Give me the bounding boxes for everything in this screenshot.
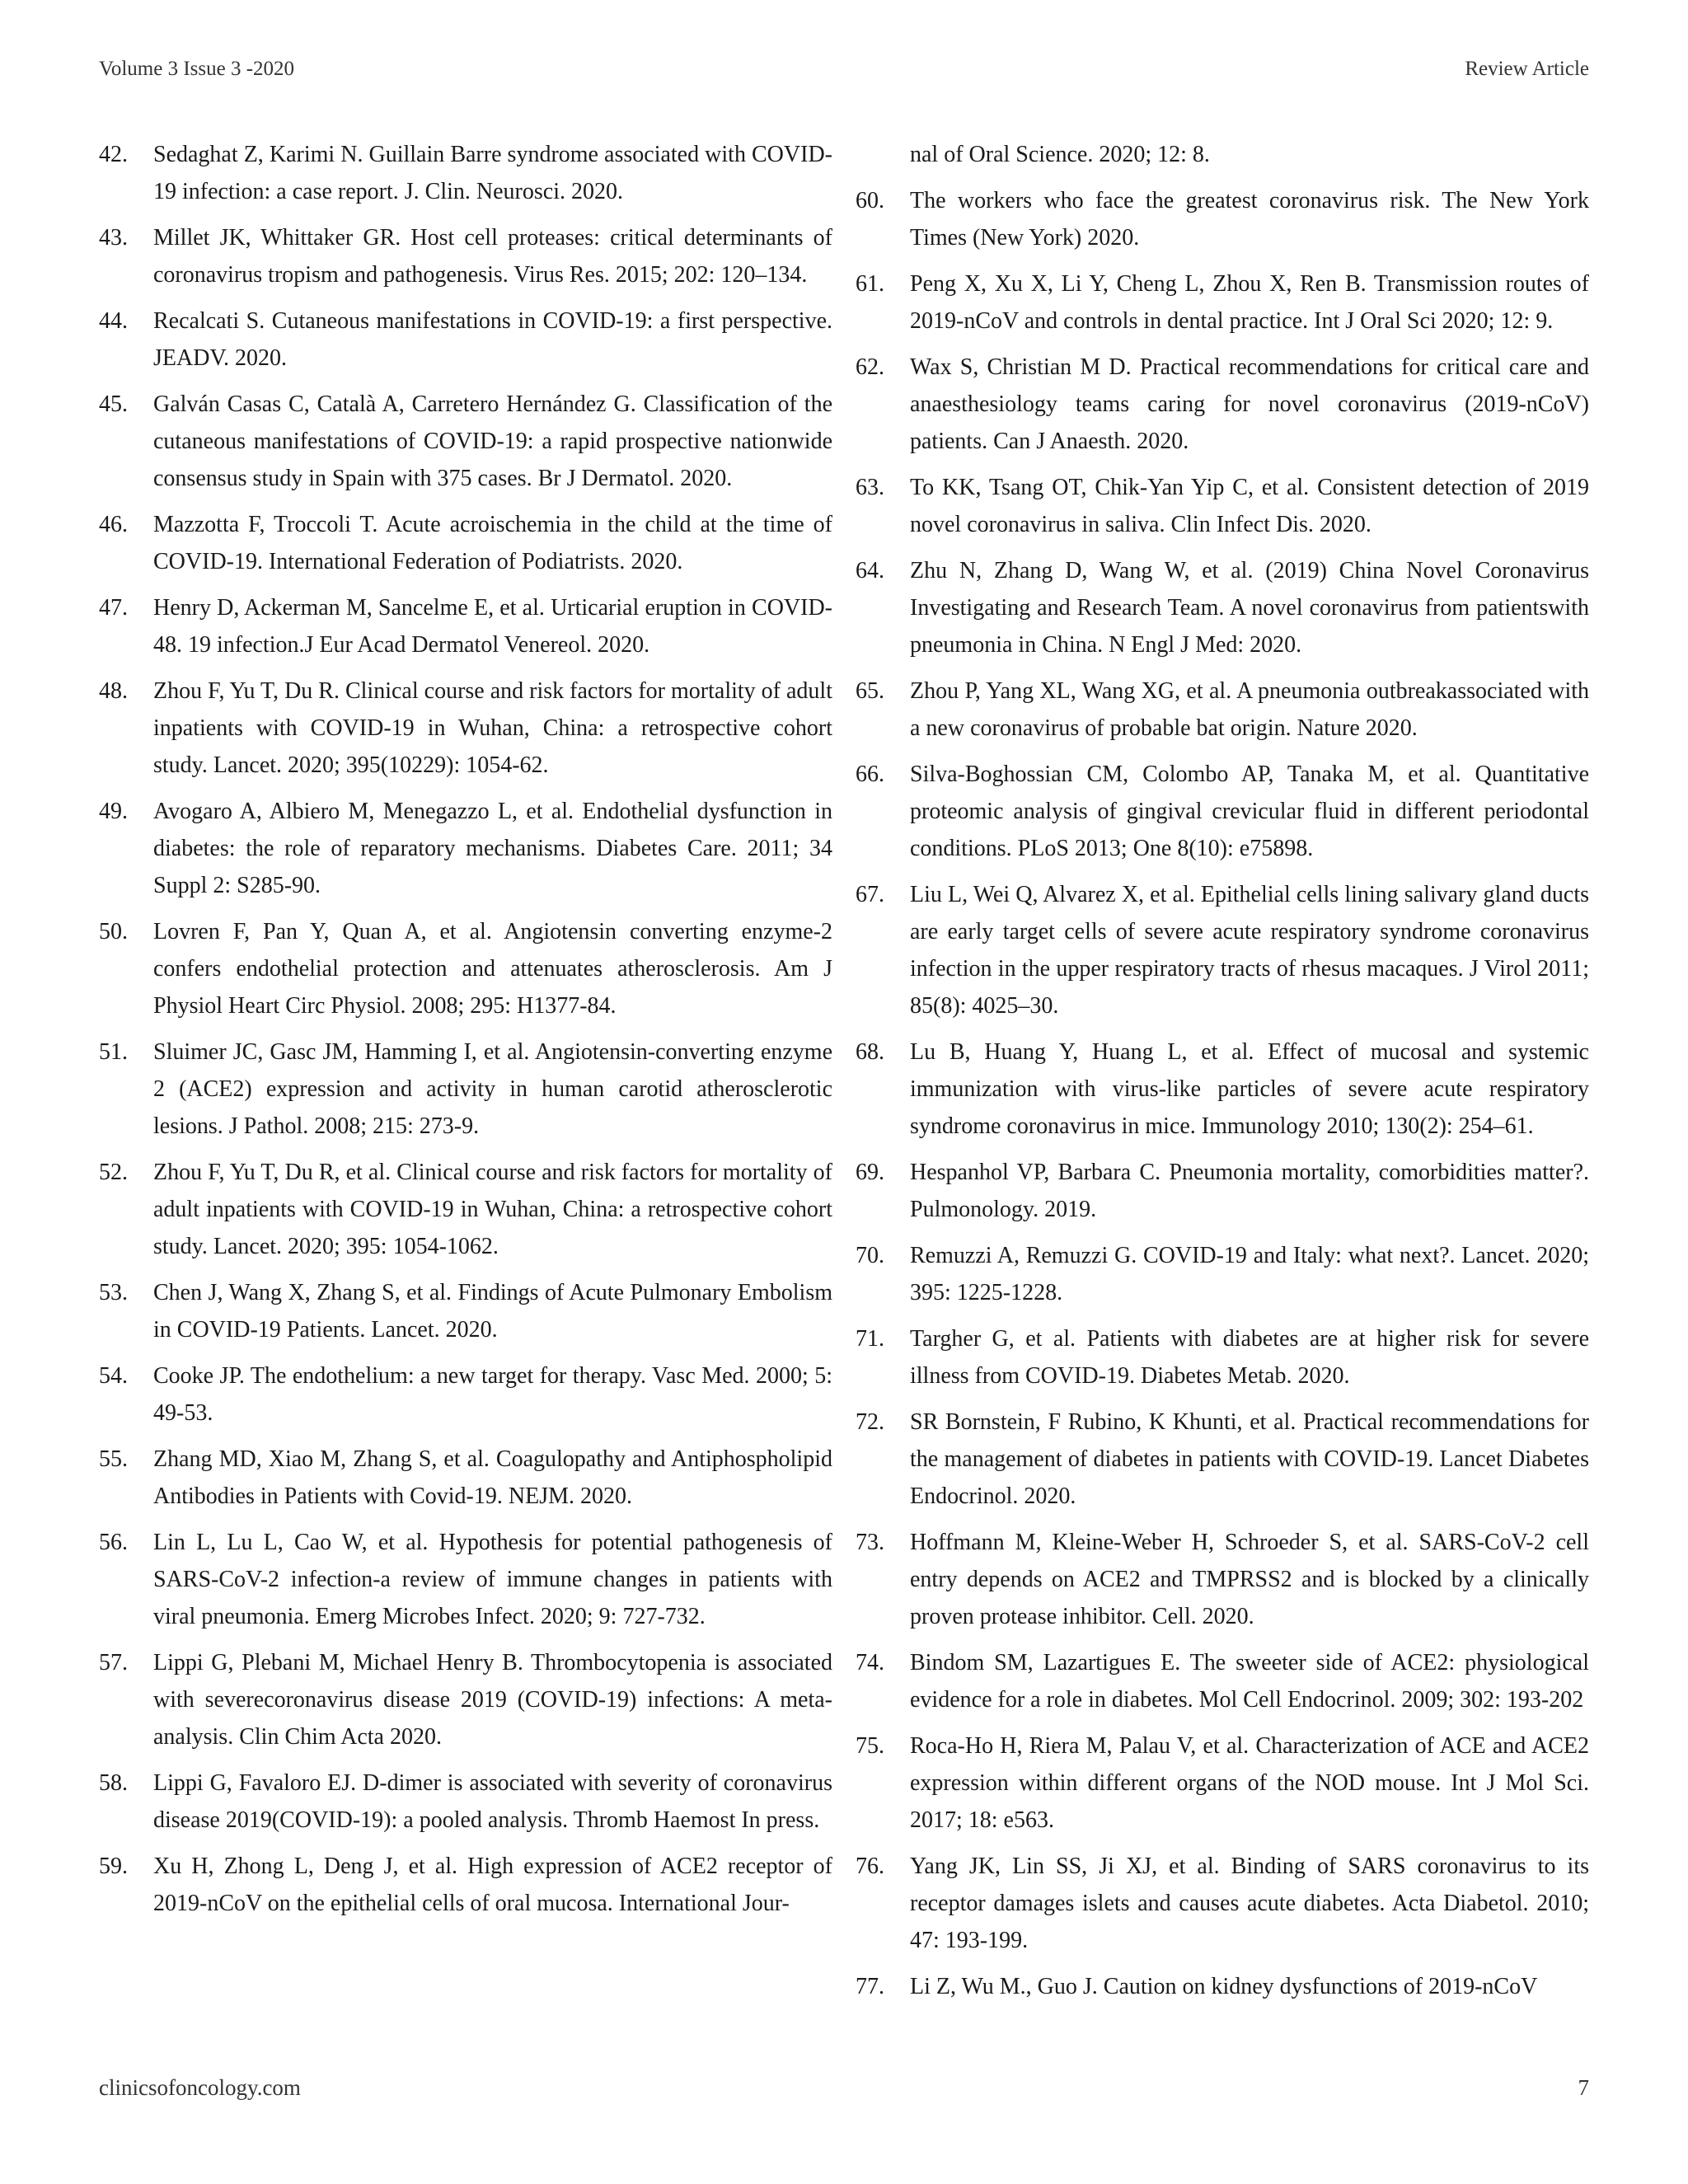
- reference-number: 43.: [99, 225, 128, 251]
- reference-text: Zhu N, Zhang D, Wang W, et al. (2019) China Novel Coronavirus Investigating and Research Team. A novel coronavirus from patientswith pneumonia in China. N Engl J Med: 2020.: [910, 558, 1589, 658]
- reference-number: 56.: [99, 1530, 128, 1555]
- reference-item: [856, 1320, 1589, 1394]
- reference-text: The workers who face the greatest coronavirus risk. The New York Times (New York) 2020.: [910, 188, 1589, 251]
- reference-text: Avogaro A, Albiero M, Menegazzo L, et al. Endothelial dysfunction in diabetes: the role of reparatory mechanisms. Diabetes Care. 2011; 34 Suppl 2: S285-90.: [153, 799, 832, 898]
- reference-number: 42.: [99, 142, 128, 167]
- reference-text: Galván Casas C, Català A, Carretero Hernández G. Classification of the cutaneous manifestations of COVID-19: a rapid prospective nationwide consensus study in Spain with 375 cases. Br J Dermatol. 2020.: [153, 391, 832, 491]
- reference-text: Targher G, et al. Patients with diabetes are at higher risk for severe illness from COVID-19. Diabetes Metab. 2020.: [910, 1326, 1589, 1389]
- reference-text: Bindom SM, Lazartigues E. The sweeter side of ACE2: physiological evidence for a role in diabetes. Mol Cell Endocrinol. 2009; 302: 193-202: [910, 1650, 1589, 1713]
- reference-number: 55.: [99, 1446, 128, 1472]
- reference-text: Roca-Ho H, Riera M, Palau V, et al. Characterization of ACE and ACE2 expression within different organs of the NOD mouse. Int J Mol Sci. 2017; 18: e563.: [910, 1733, 1589, 1833]
- reference-text: Recalcati S. Cutaneous manifestations in COVID-19: a first perspective. JEADV. 2020.: [153, 308, 832, 371]
- reference-number: 76.: [856, 1854, 884, 1879]
- reference-number: 57.: [99, 1650, 128, 1675]
- reference-item: [99, 1765, 832, 1839]
- reference-text: Zhang MD, Xiao M, Zhang S, et al. Coagulopathy and Antiphospholipid Antibodies in Patients with Covid-19. NEJM. 2020.: [153, 1446, 832, 1509]
- reference-item: [856, 876, 1589, 1024]
- reference-text: Henry D, Ackerman M, Sancelme E, et al. Urticarial eruption in COVID-48. 19 infection.J Eur Acad Dermatol Venereol. 2020.: [153, 595, 832, 658]
- reference-item: [99, 136, 832, 210]
- reference-text: Li Z, Wu M., Guo J. Caution on kidney dysfunctions of 2019-nCoV: [910, 1974, 1538, 1999]
- reference-text: Zhou F, Yu T, Du R. Clinical course and risk factors for mortality of adult inpatients with COVID-19 in Wuhan, China: a retrospective cohort study. Lancet. 2020; 395(10229): 1054-62.: [153, 678, 832, 778]
- reference-item: [856, 1524, 1589, 1635]
- page-footer: [99, 2075, 1589, 2108]
- reference-item: [99, 1524, 832, 1635]
- journal-site: clinicsofoncology.com: [99, 2075, 301, 2100]
- reference-number: 51.: [99, 1039, 128, 1065]
- reference-number: 46.: [99, 512, 128, 537]
- references-body: [99, 136, 1589, 2032]
- reference-item: [856, 469, 1589, 543]
- reference-text: Peng X, Xu X, Li Y, Cheng L, Zhou X, Ren B. Transmission routes of 2019-nCoV and controls in dental practice. Int J Oral Sci 2020; 12: 9.: [910, 271, 1589, 334]
- references-left-column: [99, 136, 832, 1931]
- reference-number: 45.: [99, 391, 128, 417]
- reference-number: 63.: [856, 475, 884, 500]
- reference-item: [99, 793, 832, 904]
- reference-item: [99, 1357, 832, 1432]
- reference-text: Lovren F, Pan Y, Quan A, et al. Angiotensin converting enzyme-2 confers endothelial protection and attenuates atherosclerosis. Am J Physiol Heart Circ Physiol. 2008; 295: H1377-84.: [153, 919, 832, 1019]
- reference-item: [856, 552, 1589, 663]
- reference-text: Sluimer JC, Gasc JM, Hamming I, et al. Angiotensin-converting enzyme 2 (ACE2) expression and activity in human carotid atherosclerotic lesions. J Pathol. 2008; 215: 273-9.: [153, 1039, 832, 1139]
- page-header: [99, 58, 1589, 91]
- reference-number: 49.: [99, 799, 128, 824]
- reference-number: 61.: [856, 271, 884, 297]
- reference-item: [856, 349, 1589, 460]
- reference-number: 73.: [856, 1530, 884, 1555]
- reference-text: Silva-Boghossian CM, Colombo AP, Tanaka M, et al. Quantitative proteomic analysis of gingival crevicular fluid in different periodontal conditions. PLoS 2013; One 8(10): e75898.: [910, 762, 1589, 861]
- reference-item: [99, 673, 832, 784]
- reference-item: [99, 219, 832, 293]
- reference-item: [99, 1274, 832, 1348]
- reference-item: [99, 1033, 832, 1145]
- reference-item: [99, 589, 832, 663]
- reference-item: [856, 1154, 1589, 1228]
- reference-item: [856, 1404, 1589, 1515]
- reference-text: Zhou F, Yu T, Du R, et al. Clinical course and risk factors for mortality of adult inpatients with COVID-19 in Wuhan, China: a retrospective cohort study. Lancet. 2020; 395: 1054-1062.: [153, 1160, 832, 1259]
- reference-text: Hoffmann M, Kleine-Weber H, Schroeder S, et al. SARS-CoV-2 cell entry depends on ACE2 and TMPRSS2 and is blocked by a clinically proven protease inhibitor. Cell. 2020.: [910, 1530, 1589, 1629]
- reference-text: Hespanhol VP, Barbara C. Pneumonia mortality, comorbidities matter?. Pulmonology. 2019.: [910, 1160, 1589, 1222]
- reference-number: 74.: [856, 1650, 884, 1675]
- reference-text: Yang JK, Lin SS, Ji XJ, et al. Binding of SARS coronavirus to its receptor damages islets and causes acute diabetes. Acta Diabetol. 2010; 47: 193-199.: [910, 1854, 1589, 1953]
- reference-number: 54.: [99, 1363, 128, 1389]
- reference-text: Sedaghat Z, Karimi N. Guillain Barre syndrome associated with COVID-19 infection: a case report. J. Clin. Neurosci. 2020.: [153, 142, 832, 204]
- reference-text: Zhou P, Yang XL, Wang XG, et al. A pneumonia outbreakassociated with a new coronavirus of probable bat origin. Nature 2020.: [910, 678, 1589, 741]
- reference-item: [99, 386, 832, 497]
- reference-item: [99, 1441, 832, 1515]
- reference-item: [99, 1154, 832, 1265]
- reference-item: [856, 1033, 1589, 1145]
- reference-number: 58.: [99, 1770, 128, 1796]
- reference-item: [99, 506, 832, 580]
- reference-text: Wax S, Christian M D. Practical recommendations for critical care and anaesthesiology teams caring for novel coronavirus (2019-nCoV) patients. Can J Anaesth. 2020.: [910, 354, 1589, 454]
- reference-text: Millet JK, Whittaker GR. Host cell proteases: critical determinants of coronavirus tropism and pathogenesis. Virus Res. 2015; 202: 120–134.: [153, 225, 832, 288]
- reference-item: [99, 1848, 832, 1922]
- reference-number: 72.: [856, 1409, 884, 1435]
- reference-item: [856, 182, 1589, 256]
- reference-number: 67.: [856, 882, 884, 907]
- reference-item: [856, 673, 1589, 747]
- reference-text: Lippi G, Plebani M, Michael Henry B. Thrombocytopenia is associated with severecoronavirus disease 2019 (COVID-19) infections: A meta-analysis. Clin Chim Acta 2020.: [153, 1650, 832, 1750]
- reference-number: 77.: [856, 1974, 884, 1999]
- reference-text: Xu H, Zhong L, Deng J, et al. High expression of ACE2 receptor of 2019-nCoV on the epithelial cells of oral mucosa. International Jour-: [153, 1854, 832, 1916]
- reference-text: Lin L, Lu L, Cao W, et al. Hypothesis for potential pathogenesis of SARS-CoV-2 infection-a review of immune changes in patients with viral pneumonia. Emerg Microbes Infect. 2020; 9: 727-732.: [153, 1530, 832, 1629]
- article-type: Review Article: [1465, 58, 1589, 80]
- reference-number: 44.: [99, 308, 128, 334]
- reference-number: 59.: [99, 1854, 128, 1879]
- reference-number: 68.: [856, 1039, 884, 1065]
- reference-text: Mazzotta F, Troccoli T. Acute acroischemia in the child at the time of COVID-19. International Federation of Podiatrists. 2020.: [153, 512, 832, 574]
- reference-number: 60.: [856, 188, 884, 213]
- references-right-column: [856, 136, 1589, 2014]
- reference-text: To KK, Tsang OT, Chik-Yan Yip C, et al. Consistent detection of 2019 novel coronavirus in saliva. Clin Infect Dis. 2020.: [910, 475, 1589, 537]
- reference-number: 71.: [856, 1326, 884, 1352]
- reference-item: [856, 1848, 1589, 1959]
- reference-number: 64.: [856, 558, 884, 583]
- volume-issue: Volume 3 Issue 3 -2020: [99, 58, 295, 80]
- reference-item: [99, 302, 832, 377]
- reference-text: Chen J, Wang X, Zhang S, et al. Findings of Acute Pulmonary Embolism in COVID-19 Patients. Lancet. 2020.: [153, 1280, 832, 1343]
- reference-item: [856, 1644, 1589, 1718]
- reference-number: 50.: [99, 919, 128, 944]
- reference-item: [856, 1237, 1589, 1311]
- reference-number: 48.: [99, 678, 128, 704]
- reference-item: [856, 1727, 1589, 1839]
- reference-item: [856, 265, 1589, 340]
- reference-text: Lippi G, Favaloro EJ. D-dimer is associated with severity of coronavirus disease 2019(COVID-19): a pooled analysis. Thromb Haemost In press.: [153, 1770, 832, 1833]
- reference-text: Lu B, Huang Y, Huang L, et al. Effect of mucosal and systemic immunization with virus-like particles of severe acute respiratory syndrome coronavirus in mice. Immunology 2010; 130(2): 254–61.: [910, 1039, 1589, 1139]
- reference-item: [856, 1968, 1589, 2005]
- reference-item: [99, 913, 832, 1024]
- reference-number: 66.: [856, 762, 884, 787]
- reference-item: [856, 756, 1589, 867]
- reference-number: 69.: [856, 1160, 884, 1185]
- reference-text: Remuzzi A, Remuzzi G. COVID-19 and Italy: what next?. Lancet. 2020; 395: 1225-1228.: [910, 1243, 1589, 1305]
- reference-text: Liu L, Wei Q, Alvarez X, et al. Epithelial cells lining salivary gland ducts are early target cells of severe acute respiratory syndrome coronavirus infection in the upper respiratory tracts of rhesus macaques. J Virol 2011; 85(8): 4025–30.: [910, 882, 1589, 1019]
- page-number: 7: [1578, 2075, 1589, 2100]
- reference-text: Cooke JP. The endothelium: a new target for therapy. Vasc Med. 2000; 5: 49-53.: [153, 1363, 832, 1426]
- reference-number: 62.: [856, 354, 884, 380]
- reference-item: [99, 1644, 832, 1755]
- reference-number: 75.: [856, 1733, 884, 1759]
- reference-number: 53.: [99, 1280, 128, 1305]
- reference-number: 70.: [856, 1243, 884, 1268]
- reference-text: SR Bornstein, F Rubino, K Khunti, et al. Practical recommendations for the management of diabetes in patients with COVID-19. Lancet Diabetes Endocrinol. 2020.: [910, 1409, 1589, 1509]
- reference-number: 47.: [99, 595, 128, 621]
- reference-number: 52.: [99, 1160, 128, 1185]
- reference-number: 65.: [856, 678, 884, 704]
- reference-continuation: nal of Oral Science. 2020; 12: 8.: [910, 142, 1210, 167]
